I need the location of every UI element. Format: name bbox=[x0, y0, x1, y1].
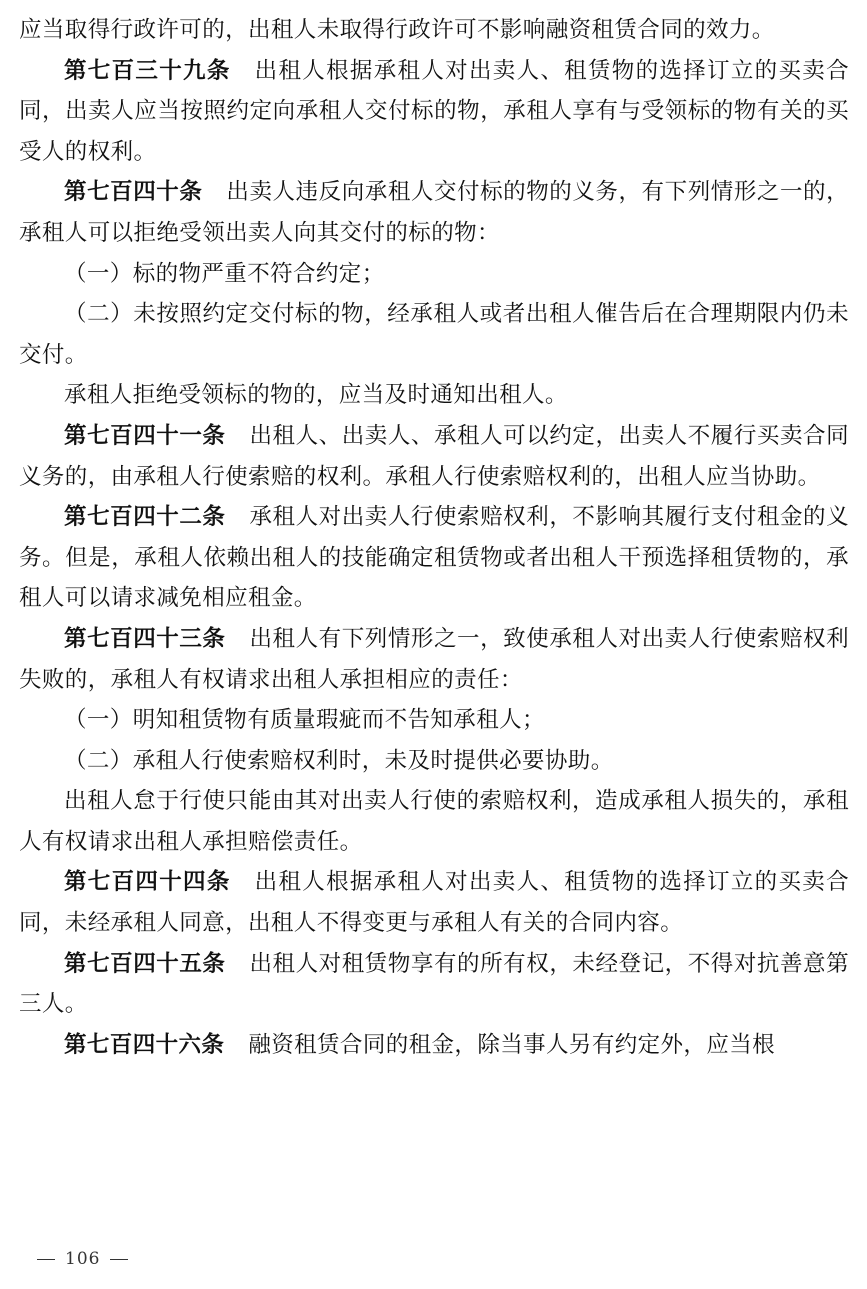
paragraph-0: 应当取得行政许可的，出租人未取得行政许可不影响融资租赁合同的效力。 bbox=[19, 17, 775, 43]
paragraph-11: 出租人怠于行使只能由其对出卖人行使的索赔权利，造成承租人损失的，承租人有权请求出租人承担赔偿责任。 bbox=[19, 788, 849, 855]
article-number: 第七百三十九条 bbox=[64, 57, 231, 84]
article-743: 第七百四十三条 出租人有下列情形之一，致使承租人对出卖人行使索赔权利失败的，承租人有权请求出租人承担相应的责任： bbox=[19, 625, 849, 693]
article-number: 第七百四十六条 bbox=[64, 1031, 225, 1058]
article-739: 第七百三十九条 出租人根据承租人对出卖人、租赁物的选择订立的买卖合同，出卖人应当按照约定向承租人交付标的物，承租人享有与受领标的物有关的买受人的权利。 bbox=[19, 57, 849, 165]
document-body bbox=[19, 10, 849, 1065]
article-number: 第七百四十四条 bbox=[64, 869, 231, 896]
paragraph-4: （二）未按照约定交付标的物，经承租人或者出租人催告后在合理期限内仍未交付。 bbox=[19, 301, 849, 368]
article-744: 第七百四十四条 出租人根据承租人对出卖人、租赁物的选择订立的买卖合同，未经承租人同意，出租人不得变更与承租人有关的合同内容。 bbox=[19, 869, 849, 937]
paragraph-10: （二）承租人行使索赔权利时，未及时提供必要协助。 bbox=[64, 747, 614, 774]
article-number: 第七百四十五条 bbox=[64, 950, 226, 977]
article-number: 第七百四十条 bbox=[64, 179, 203, 206]
article-740: 第七百四十条 出卖人违反向承租人交付标的物的义务，有下列情形之一的，承租人可以拒绝受领出卖人向其交付的标的物： bbox=[19, 179, 849, 246]
article-741: 第七百四十一条 出租人、出卖人、承租人可以约定，出卖人不履行买卖合同义务的，由承租人行使索赔的权利。承租人行使索赔权利的，出租人应当协助。 bbox=[19, 422, 849, 490]
article-number: 第七百四十二条 bbox=[64, 504, 226, 531]
dash-right bbox=[110, 1259, 128, 1260]
page-number: 106 bbox=[65, 1249, 101, 1269]
article-745: 第七百四十五条 出租人对租赁物享有的所有权，未经登记，不得对抗善意第三人。 bbox=[19, 950, 849, 1018]
article-746: 第七百四十六条 融资租赁合同的租金，除当事人另有约定外，应当根 bbox=[64, 1031, 776, 1058]
article-742: 第七百四十二条 承租人对出卖人行使索赔权利，不影响其履行支付租金的义务。但是，承租人依赖出租人的技能确定租赁物或者出租人干预选择租赁物的，承租人可以请求减免相应租金。 bbox=[19, 504, 849, 612]
page-footer bbox=[27, 1249, 138, 1269]
article-number: 第七百四十一条 bbox=[64, 422, 226, 449]
paragraph-9: （一）明知租赁物有质量瑕疵而不告知承租人； bbox=[64, 707, 545, 734]
paragraph-3: （一）标的物严重不符合约定； bbox=[64, 260, 385, 287]
article-number: 第七百四十三条 bbox=[64, 625, 226, 652]
paragraph-5: 承租人拒绝受领标的物的，应当及时通知出租人。 bbox=[64, 382, 568, 409]
dash-left bbox=[37, 1259, 55, 1260]
